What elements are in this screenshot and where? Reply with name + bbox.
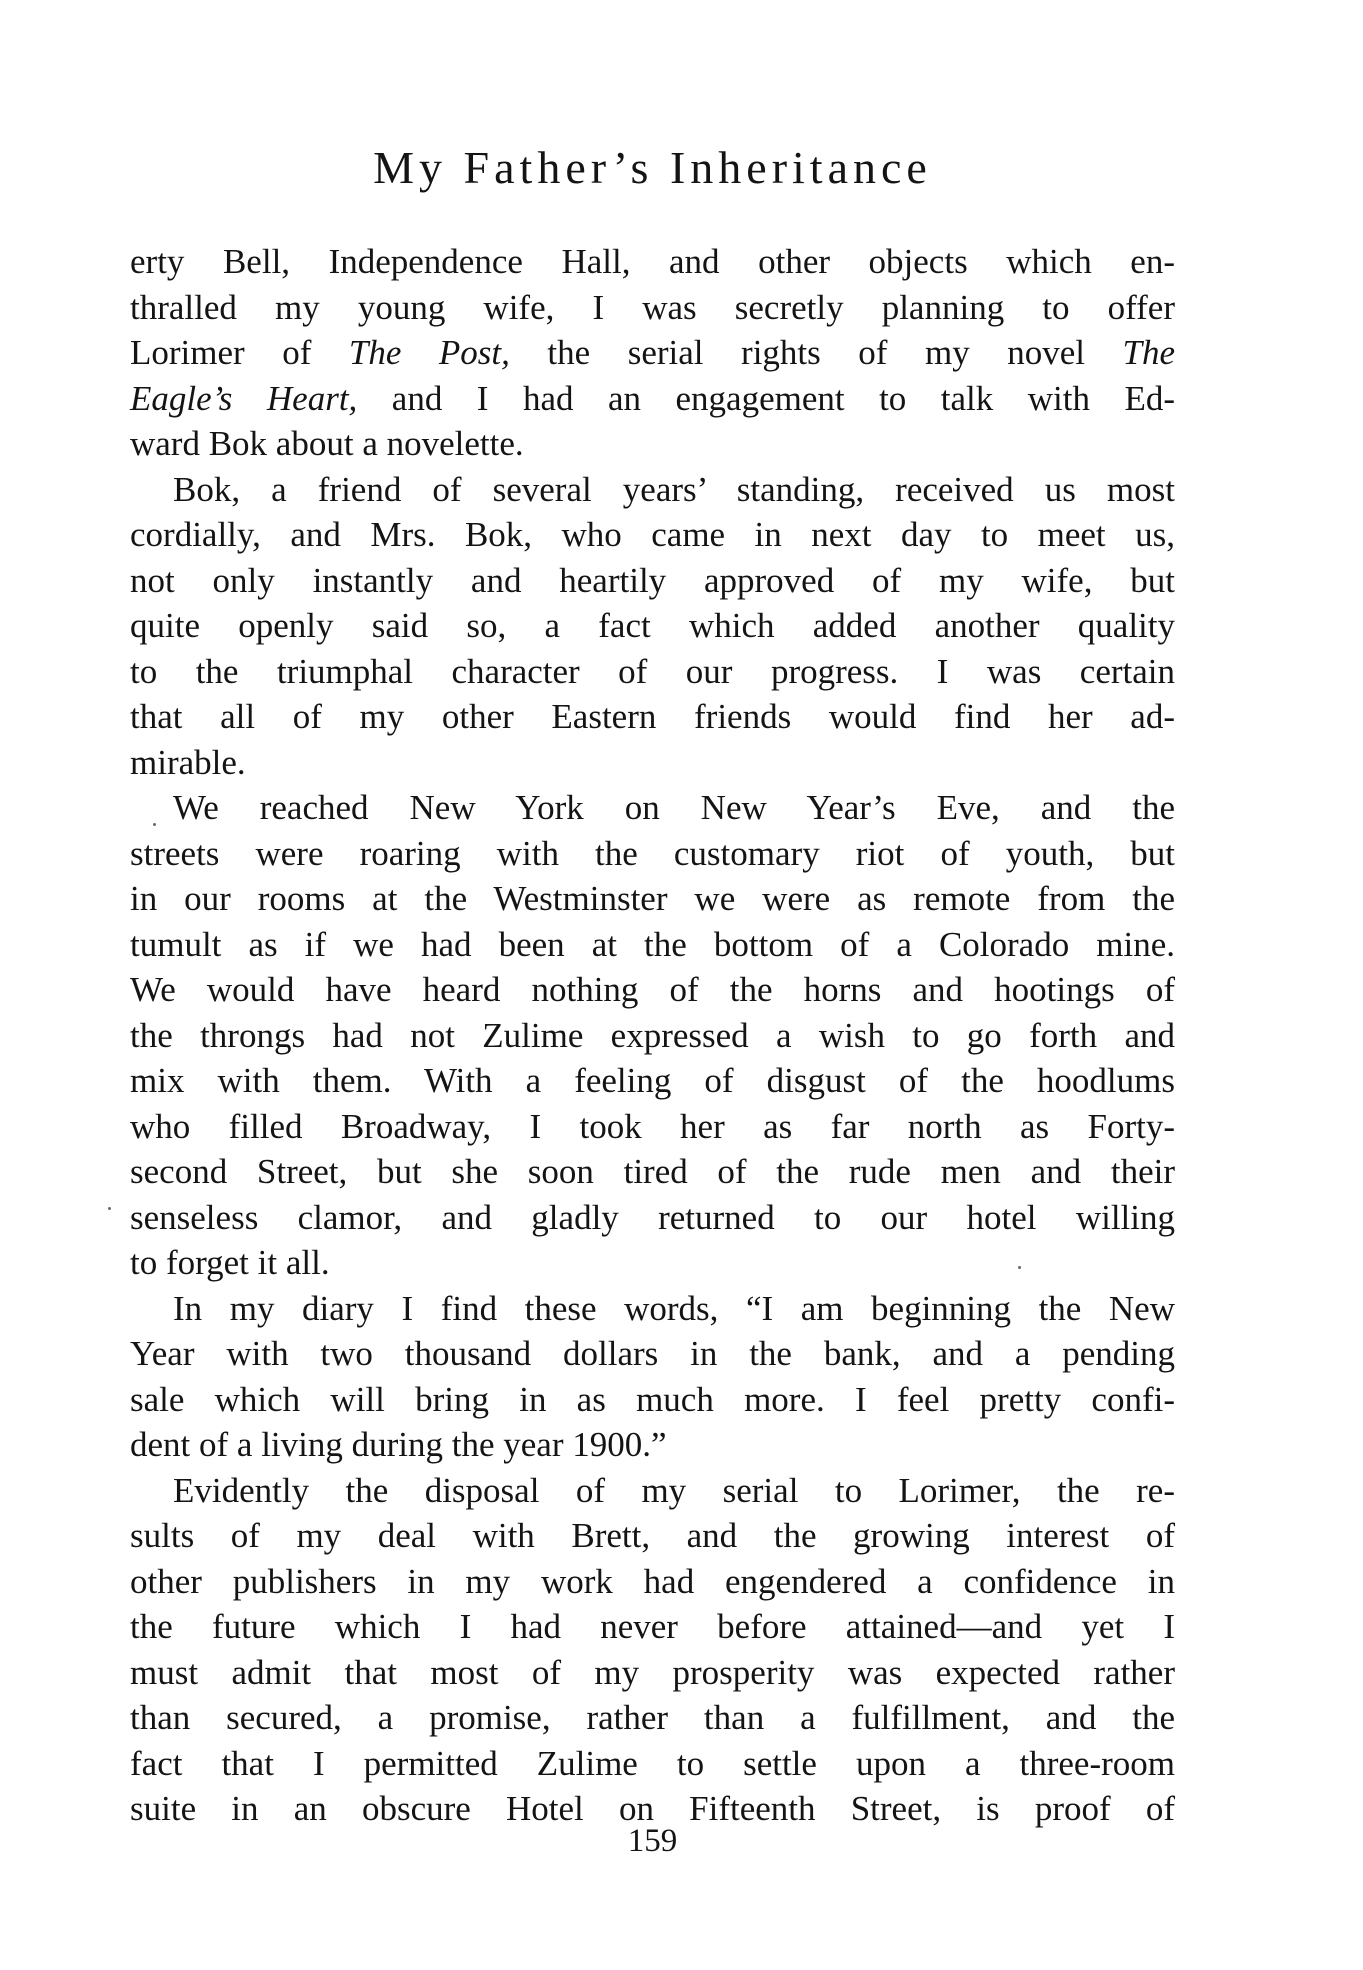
text-run: quite openly said so, a fact which added another quality — [130, 606, 1175, 645]
text-run: In my diary I find these words, “I am beginning the New — [173, 1288, 1175, 1328]
text-run: erty Bell, Independence Hall, and other objects which en- — [130, 242, 1175, 281]
text-line — [130, 376, 1175, 422]
text-run: to forget it all. — [130, 1243, 330, 1282]
text-line — [130, 1741, 1175, 1787]
text-run: mix with them. With a feeling of disgust of the hoodlums — [130, 1061, 1175, 1100]
text-run: to the triumphal character of our progress. I was certain — [130, 651, 1175, 691]
text-run: Lorimer of — [130, 333, 349, 372]
text-run: in our rooms at the Westminster we were as remote from the — [130, 879, 1175, 918]
text-line — [130, 1195, 1175, 1241]
text-line — [130, 785, 1175, 831]
text-run: Evidently the disposal of my serial to Lorimer, the re- — [173, 1470, 1175, 1510]
text-run: than secured, a promise, rather than a fulfillment, and the — [130, 1698, 1175, 1737]
text-line — [130, 1013, 1175, 1059]
text-run: sults of my deal with Brett, and the growing interest of — [130, 1516, 1175, 1555]
text-line — [130, 1695, 1175, 1741]
text-run: that all of my other Eastern friends would find her ad- — [130, 697, 1175, 736]
text-line — [130, 421, 1175, 467]
text-run: the serial rights of my novel — [509, 333, 1123, 372]
text-line — [130, 1286, 1175, 1332]
text-line — [130, 1650, 1175, 1696]
italic-title-text: The — [1122, 333, 1176, 372]
text-line — [130, 558, 1175, 604]
paper-speck — [153, 823, 156, 826]
italic-title-text: Eagle’s Heart, — [130, 378, 358, 418]
text-run: mirable. — [130, 742, 246, 782]
text-run: streets were roaring with the customary riot of youth, but — [130, 833, 1175, 873]
text-line — [130, 1331, 1175, 1377]
text-run: fact that I permitted Zulime to settle upon a three-room — [130, 1743, 1175, 1783]
running-head: My Father’s Inheritance — [373, 142, 932, 193]
text-line — [130, 1104, 1175, 1150]
text-line — [130, 1513, 1175, 1559]
text-line — [130, 649, 1175, 695]
text-line — [130, 512, 1175, 558]
text-run: We reached New York on New Year’s Eve, and the — [173, 788, 1175, 827]
text-run: thralled my young wife, I was secretly planning to offer — [130, 287, 1175, 327]
body-text — [130, 239, 1175, 1832]
text-line — [130, 1604, 1175, 1650]
text-run: the future which I had never before attained—and yet I — [130, 1607, 1175, 1646]
text-run: sale which will bring in as much more. I feel pretty confi- — [130, 1379, 1175, 1419]
text-line — [130, 694, 1175, 740]
text-line — [130, 1559, 1175, 1605]
text-line — [130, 740, 1175, 786]
paper-speck — [1018, 1266, 1021, 1269]
text-run: and I had an engagement to talk with Ed- — [357, 378, 1175, 418]
text-line — [130, 922, 1175, 968]
text-line — [130, 239, 1175, 285]
text-run: Year with two thousand dollars in the bank, and a pending — [130, 1334, 1175, 1373]
text-line — [130, 1240, 1175, 1286]
text-run: ward Bok about a novelette. — [130, 424, 524, 463]
text-run: who filled Broadway, I took her as far north as Forty- — [130, 1106, 1175, 1146]
paper-speck — [108, 1207, 111, 1210]
text-line — [130, 876, 1175, 922]
text-line — [130, 1468, 1175, 1514]
text-line — [130, 330, 1175, 376]
text-run: must admit that most of my prosperity was expected rather — [130, 1652, 1175, 1692]
text-line — [130, 1149, 1175, 1195]
text-line — [130, 467, 1175, 513]
text-run: not only instantly and heartily approved of my wife, but — [130, 560, 1175, 600]
text-run: cordially, and Mrs. Bok, who came in next day to meet us, — [130, 515, 1175, 554]
text-run: second Street, but she soon tired of the rude men and their — [130, 1152, 1175, 1191]
text-run: suite in an obscure Hotel on Fifteenth Street, is proof of — [130, 1789, 1175, 1828]
page-number: 159 — [627, 1823, 678, 1859]
text-line — [130, 967, 1175, 1013]
text-line — [130, 603, 1175, 649]
text-line — [130, 1377, 1175, 1423]
text-run: We would have heard nothing of the horns and hootings of — [130, 970, 1175, 1009]
text-line — [130, 285, 1175, 331]
text-run: other publishers in my work had engendered a confidence in — [130, 1561, 1175, 1601]
text-line — [130, 1058, 1175, 1104]
text-run: tumult as if we had been at the bottom of a Colorado mine. — [130, 924, 1175, 964]
text-line — [130, 1422, 1175, 1468]
text-run: the throngs had not Zulime expressed a wish to go forth and — [130, 1015, 1175, 1055]
text-run: senseless clamor, and gladly returned to our hotel willing — [130, 1197, 1175, 1237]
text-run: Bok, a friend of several years’ standing, received us most — [173, 469, 1175, 509]
italic-title-text: The Post, — [348, 333, 510, 372]
text-run: dent of a living during the year 1900.” — [130, 1425, 667, 1464]
text-line — [130, 831, 1175, 877]
